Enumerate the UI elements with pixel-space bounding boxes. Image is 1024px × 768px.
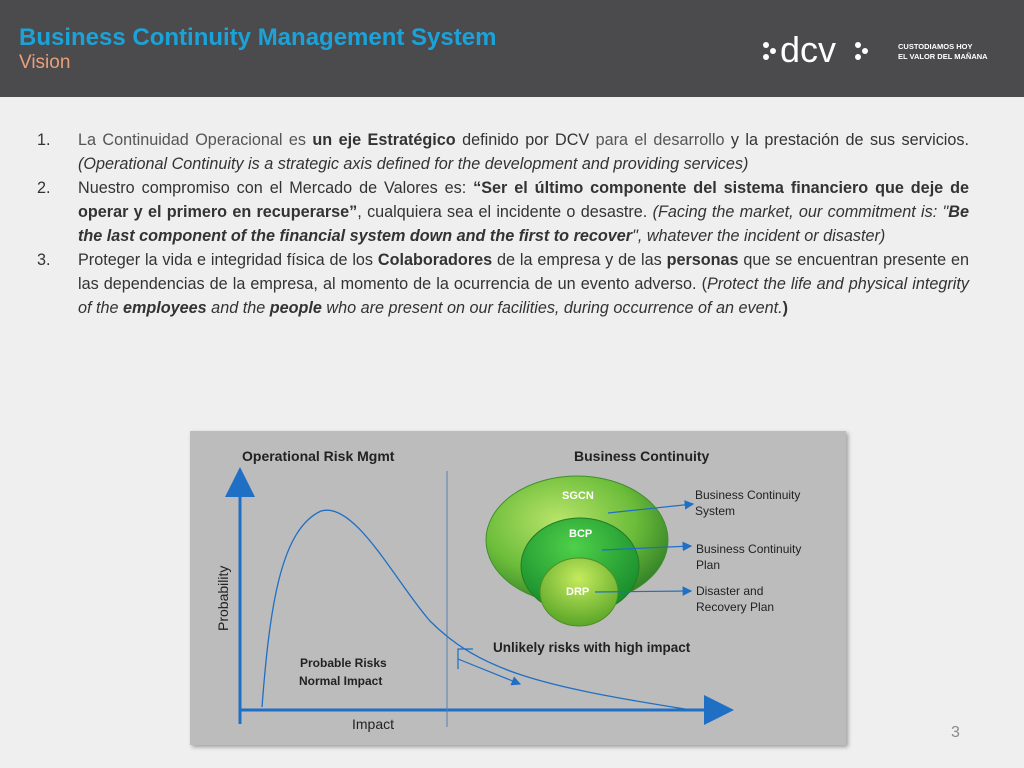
unlikely-label: Unlikely risks with high impact bbox=[493, 640, 691, 655]
list-text: La Continuidad Operacional es bbox=[78, 131, 313, 149]
page-subtitle: Vision bbox=[19, 52, 71, 73]
bcp-label: BCP bbox=[569, 528, 593, 540]
probable-label-2: Normal Impact bbox=[299, 674, 383, 688]
dcv-logo-mark bbox=[762, 30, 1002, 70]
logo-name: dcv bbox=[780, 30, 837, 70]
list-text: Colaboradores bbox=[377, 251, 493, 269]
list-text: ) bbox=[782, 299, 788, 317]
vision-list bbox=[37, 128, 969, 320]
list-text: “Ser el último componente del sistema financiero que deje de operar y el primero en recuperarse” bbox=[78, 179, 969, 221]
list-item-1 bbox=[37, 128, 969, 176]
callout-1-line1: Business Continuity bbox=[695, 488, 801, 502]
right-heading: Business Continuity bbox=[574, 448, 710, 464]
page-number: 3 bbox=[951, 724, 960, 741]
list-text: Protect the life and physical integrity of the bbox=[78, 275, 969, 317]
list-text: y la prestación de sus servicios. bbox=[724, 131, 969, 149]
list-text: , cualquiera sea el incidente o desastre. bbox=[357, 203, 653, 221]
list-text: de la empresa y de las bbox=[492, 251, 667, 269]
logo-tagline-1: CUSTODIAMOS HOY bbox=[898, 42, 973, 51]
callout-2-line2: Plan bbox=[696, 558, 721, 572]
y-axis-label: Probability bbox=[215, 565, 231, 631]
list-text: (Operational Continuity is a strategic axis defined for the development and providing services) bbox=[78, 155, 749, 173]
list-text: Be the last component of the financial system down and the first to recover bbox=[78, 203, 969, 245]
dcv-logo bbox=[762, 30, 1002, 70]
list-text: (Facing the market, our commitment is: " bbox=[652, 203, 949, 221]
list-text: que se encuentran presente en las dependencias de la empresa, al momento de la ocurrencia de un evento adverso. ( bbox=[78, 251, 969, 293]
list-item-3 bbox=[37, 248, 969, 320]
sgcn-label: SGCN bbox=[562, 490, 594, 502]
drp-label: DRP bbox=[566, 586, 590, 598]
callout-3-line1: Disaster and bbox=[696, 584, 764, 598]
list-item-2 bbox=[37, 176, 969, 248]
callout-1-line2: System bbox=[695, 504, 736, 518]
list-text: Nuestro compromiso con el Mercado de Valores es: bbox=[78, 179, 474, 197]
list-text: definido por DCV bbox=[455, 131, 596, 149]
page-title: Business Continuity Management System bbox=[19, 24, 497, 51]
list-text: people bbox=[269, 299, 322, 317]
list-number: 2. bbox=[37, 179, 51, 197]
callout-3-line2: Recovery Plan bbox=[696, 600, 775, 614]
list-text: Proteger la vida e integridad física de los bbox=[78, 251, 378, 269]
list-text: para el desarrollo bbox=[595, 131, 725, 149]
x-axis-label: Impact bbox=[352, 716, 395, 732]
list-text: who are present on our facilities, during occurrence of an event. bbox=[321, 299, 783, 317]
callout-2-line1: Business Continuity bbox=[696, 542, 802, 556]
list-text: personas bbox=[666, 251, 739, 269]
probable-label-1: Probable Risks bbox=[300, 656, 387, 670]
list-text: and the bbox=[206, 299, 270, 317]
left-heading: Operational Risk Mgmt bbox=[242, 448, 395, 464]
list-text: employees bbox=[123, 299, 207, 317]
logo-tagline-2: EL VALOR DEL MAÑANA bbox=[898, 52, 988, 61]
list-text: un eje Estratégico bbox=[312, 131, 456, 149]
list-number: 1. bbox=[37, 131, 51, 149]
list-text: ", whatever the incident or disaster) bbox=[632, 227, 886, 245]
risk-continuity-diagram bbox=[190, 431, 846, 745]
list-number: 3. bbox=[37, 251, 51, 269]
header-bar bbox=[0, 0, 1024, 97]
diagram-canvas bbox=[190, 431, 846, 745]
